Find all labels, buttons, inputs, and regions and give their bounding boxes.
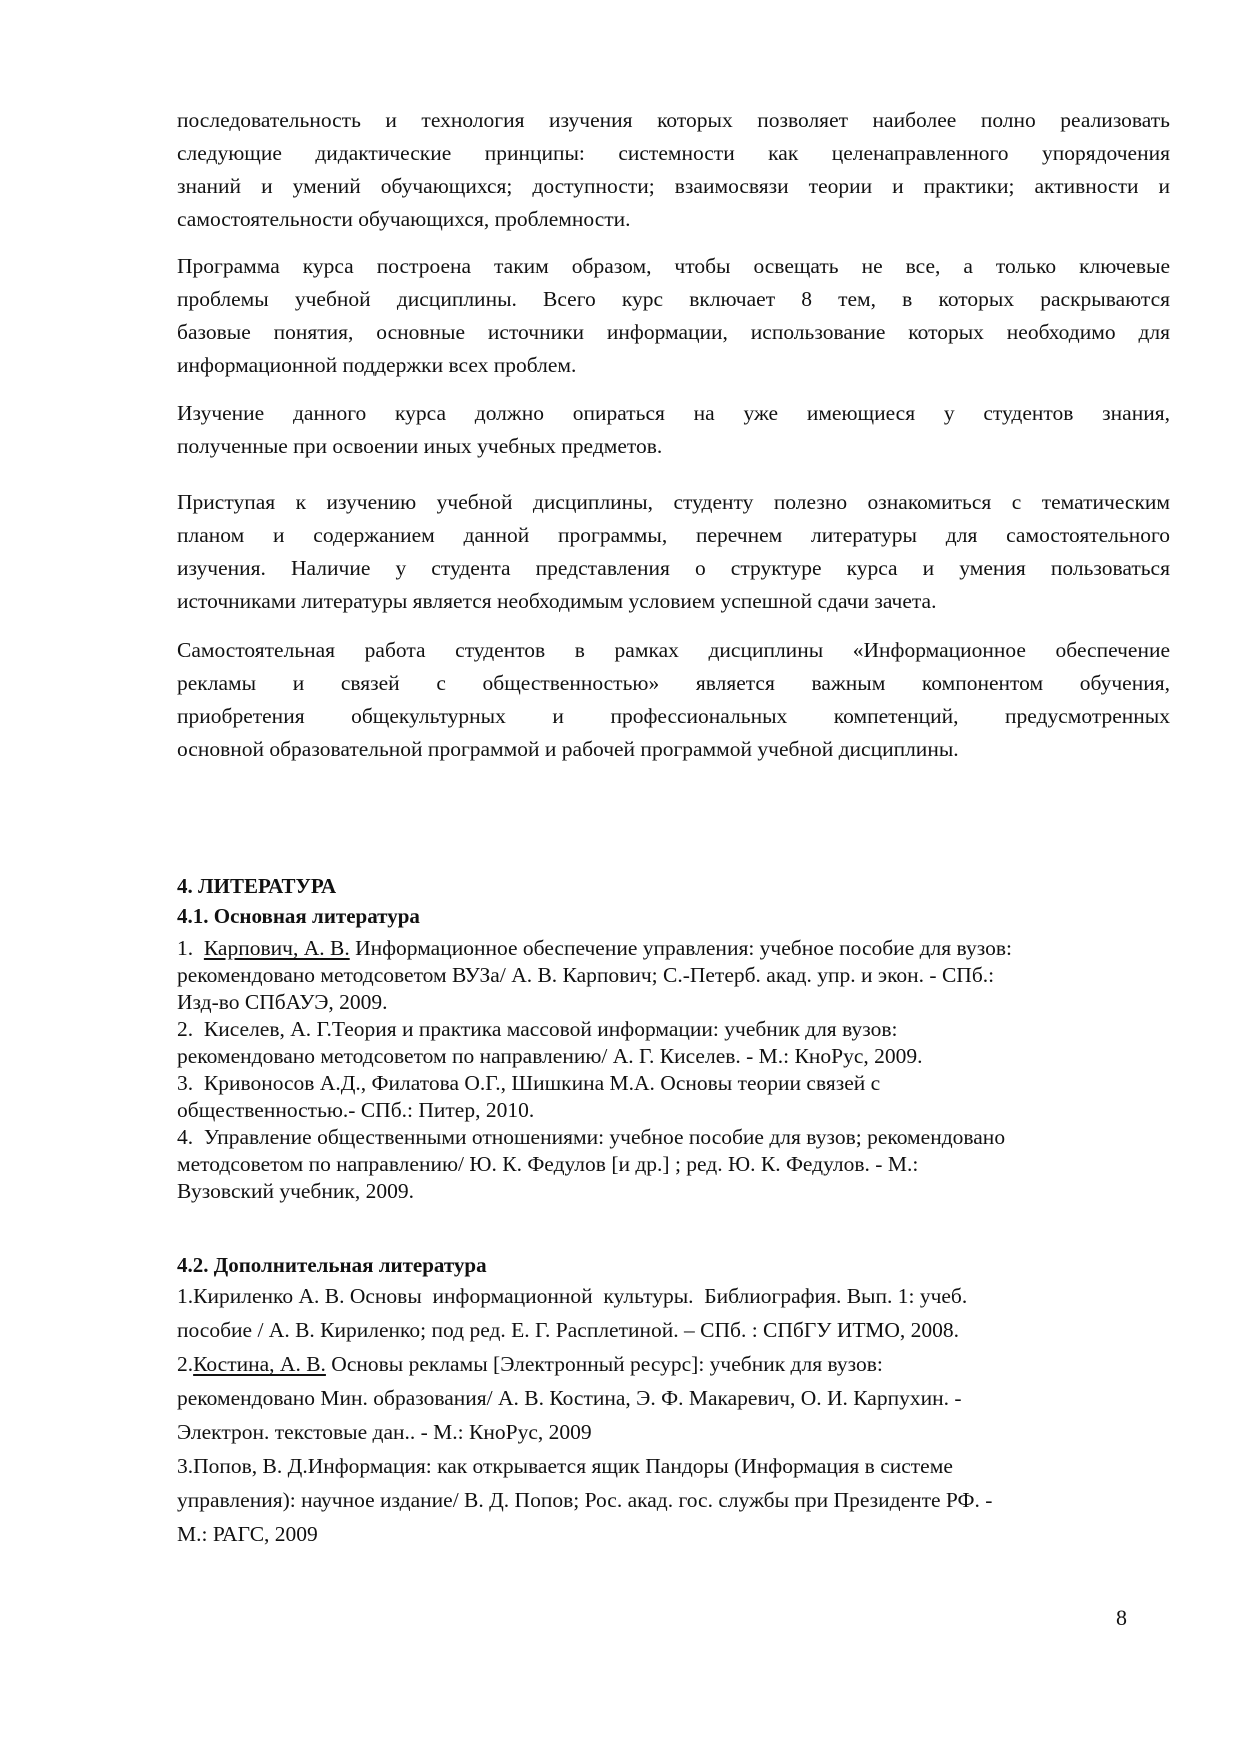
text-line: Самостоятельная работа студентов в рамках дисциплины «Информационное обеспечение: [177, 638, 1170, 662]
extra-literature-list: [177, 1279, 1177, 1551]
list-item-text: Информационное обеспечение управления: учебное пособие для вузов:: [349, 936, 1012, 960]
text-line: Изучение данного курса должно опираться на уже имеющиеся у студентов знания,: [177, 401, 1170, 425]
author-link: Костина, А. В.: [193, 1352, 326, 1376]
text-line: последовательность и технология изучения которых позволяет наиболее полно реализовать: [177, 108, 1170, 132]
list-item-line: Электрон. текстовые дан.. - М.: КноРус, 2009: [177, 1420, 592, 1444]
list-item: 1.Кириленко А. В. Основы информационной культуры. Библиография. Вып. 1: учеб.: [177, 1284, 968, 1308]
list-item-line: рекомендовано Мин. образования/ А. В. Костина, Э. Ф. Макаревич, О. И. Карпухин. -: [177, 1386, 962, 1410]
list-item-line: пособие / А. В. Кириленко; под ред. Е. Г. Расплетиной. – СПб. : СПбГУ ИТМО, 2008.: [177, 1318, 960, 1342]
list-item: [177, 1347, 1177, 1381]
list-item-line: М.: РАГС, 2009: [177, 1522, 318, 1546]
text-line: полученные при освоении иных учебных предметов.: [177, 434, 663, 458]
list-item-number: 1.: [177, 936, 204, 960]
text-line: самостоятельности обучающихся, проблемности.: [177, 207, 631, 231]
author-link: Карпович, А. В.: [203, 936, 350, 960]
list-item: 3.Попов, В. Д.Информация: как открывается ящик Пандоры (Информация в системе: [177, 1454, 953, 1478]
text-line: изучения. Наличие у студента представления о структуре курса и умения пользоваться: [177, 556, 1170, 580]
list-item-line: Вузовский учебник, 2009.: [177, 1179, 414, 1203]
subsection-heading-extra-literature: 4.2. Дополнительная литература: [177, 1253, 487, 1277]
list-item: 3. Кривоносов А.Д., Филатова О.Г., Шишкина М.А. Основы теории связей с: [177, 1071, 881, 1095]
section-heading-literature: 4. ЛИТЕРАТУРА: [177, 874, 337, 898]
list-item-line: общественностью.- СПб.: Питер, 2010.: [177, 1098, 535, 1122]
paragraph-study-advice: [177, 486, 1170, 618]
text-line: рекламы и связей с общественностью» является важным компонентом обучения,: [177, 671, 1170, 695]
list-item-line: Изд-во СПбАУЭ, 2009.: [177, 990, 388, 1014]
text-line: знаний и умений обучающихся; доступности; взаимосвязи теории и практики; активности и: [177, 174, 1170, 198]
text-line: приобретения общекультурных и профессиональных компетенций, предусмотренных: [177, 704, 1170, 728]
list-item-line: методсоветом по направлению/ Ю. К. Федулов [и др.] ; ред. Ю. К. Федулов. - М.:: [177, 1152, 919, 1176]
list-item: 2. Киселев, А. Г.Теория и практика массовой информации: учебник для вузов:: [177, 1017, 898, 1041]
list-item: [177, 935, 1177, 962]
paragraph-course-program: [177, 250, 1170, 382]
paragraph-didactic-principles: [177, 104, 1170, 236]
text-line: Приступая к изучению учебной дисциплины, студенту полезно ознакомиться с тематическим: [177, 490, 1170, 514]
list-item-number: 2.: [177, 1352, 194, 1376]
text-line: следующие дидактические принципы: системности как целенаправленного упорядочения: [177, 141, 1170, 165]
list-item-text: Основы рекламы [Электронный ресурс]: учебник для вузов:: [325, 1352, 883, 1376]
text-line: источниками литературы является необходимым условием успешной сдачи зачета.: [177, 589, 937, 613]
subsection-heading-main-literature: 4.1. Основная литература: [177, 904, 420, 928]
text-line: информационной поддержки всех проблем.: [177, 353, 577, 377]
list-item-line: управления): научное издание/ В. Д. Попов; Рос. акад. гос. службы при Президенте РФ. -: [177, 1488, 993, 1512]
list-item: 4. Управление общественными отношениями: учебное пособие для вузов; рекомендовано: [177, 1125, 1006, 1149]
text-line: планом и содержанием данной программы, перечнем литературы для самостоятельного: [177, 523, 1170, 547]
paragraph-prior-knowledge: [177, 397, 1170, 463]
list-item-line: рекомендовано методсоветом по направлению/ А. Г. Киселев. - М.: КноРус, 2009.: [177, 1044, 923, 1068]
text-line: проблемы учебной дисциплины. Всего курс включает 8 тем, в которых раскрываются: [177, 287, 1170, 311]
page-number: 8: [1116, 1605, 1127, 1630]
text-line: Программа курса построена таким образом, чтобы освещать не все, а только ключевые: [177, 254, 1170, 278]
text-line: базовые понятия, основные источники информации, использование которых необходимо для: [177, 320, 1170, 344]
paragraph-independent-work: [177, 634, 1170, 766]
list-item-line: рекомендовано методсоветом ВУЗа/ А. В. Карпович; С.-Петерб. акад. упр. и экон. - СПб.:: [177, 963, 995, 987]
main-literature-list: [177, 935, 1177, 1205]
text-line: основной образовательной программой и рабочей программой учебной дисциплины.: [177, 737, 959, 761]
